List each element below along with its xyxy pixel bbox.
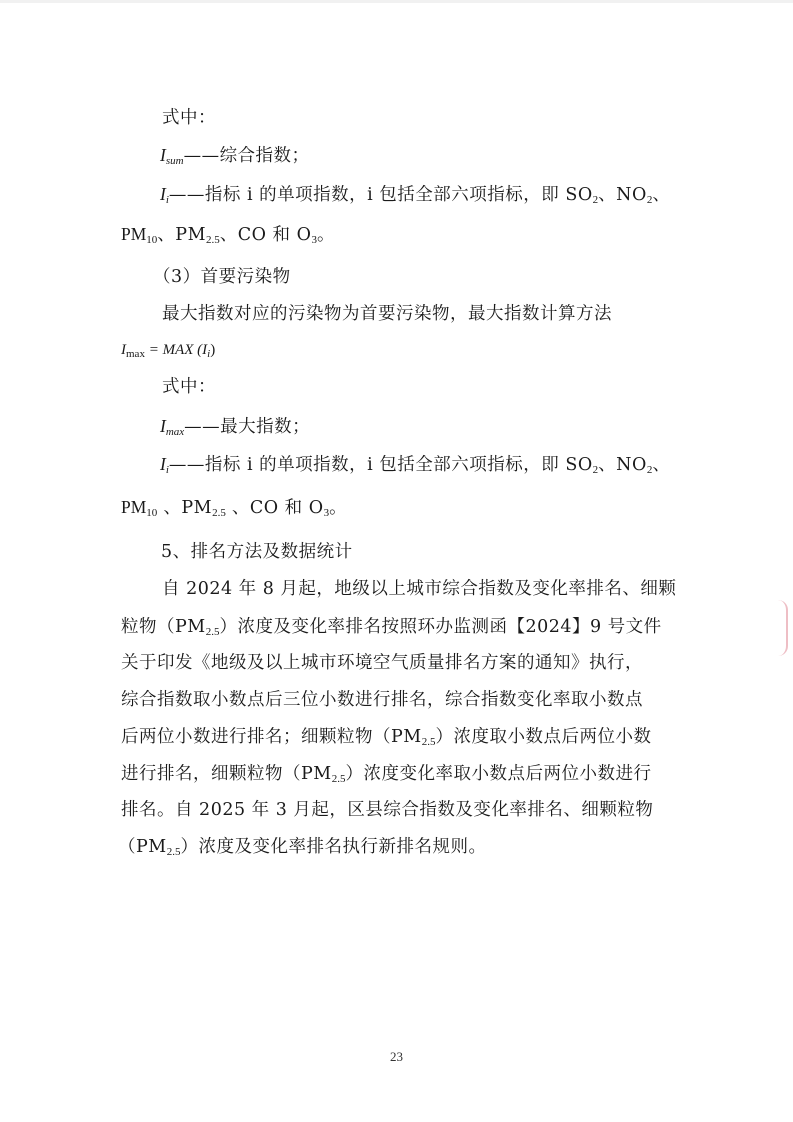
heading-primary-pollutant: （3）首要污染物 xyxy=(153,267,291,287)
ii-definition-2: $I_i——$指标 i 的单项指数，i 包括全部六项指标，即 $SO_2$、$NO_2$、 xyxy=(160,454,671,476)
pollutant-list-1: $PM_{10}$、$PM_{2.5}$、CO 和 $O_3$。 xyxy=(121,224,335,246)
imax-definition: $I_{max}——$最大指数； xyxy=(160,416,311,438)
max-index-formula: $I_{max}$ = MAX $(I_i)$ xyxy=(121,342,216,360)
seal-edge-mark xyxy=(776,600,788,656)
paragraph-line-4: 综合指数取小数点后三位小数进行排名，综合指数变化率取小数点 xyxy=(121,690,643,710)
primary-pollutant-description: 最大指数对应的污染物为首要污染物，最大指数计算方法 xyxy=(162,304,612,324)
paragraph-line-2: 粒物$(PM_{2.5})$浓度及变化率排名按照环办监测函【2024】9 号文件 xyxy=(121,617,662,638)
where-label-1: 式中： xyxy=(162,108,216,128)
paragraph-line-8: $(PM_{2.5})$浓度及变化率排名执行新排名规则。 xyxy=(118,837,487,858)
paragraph-line-1: 自 2024 年 8 月起，地级以上城市综合指数及变化率排名、细颗 xyxy=(162,579,677,599)
paragraph-line-6: 进行排名，细颗粒物$(PM_{2.5})$浓度变化率取小数点后两位小数进行 xyxy=(121,764,652,785)
paragraph-line-5: 后两位小数进行排名；细颗粒物$(PM_{2.5})$浓度取小数点后两位小数 xyxy=(121,727,652,748)
isum-symbol: I xyxy=(160,145,166,165)
page-number: 23 xyxy=(390,1049,403,1064)
paragraph-line-3: 关于印发《地级及以上城市环境空气质量排名方案的通知》执行， xyxy=(121,653,643,673)
paragraph-line-7: 排名。自 2025 年 3 月起，区县综合指数及变化率排名、细颗粒物 xyxy=(121,800,654,820)
pollutant-list-2: $PM_{10}$ 、$PM_{2.5}$ 、CO 和 $O_3$。 xyxy=(121,497,348,519)
heading-ranking-method: 5、排名方法及数据统计 xyxy=(161,542,353,562)
where-label-2: 式中： xyxy=(162,377,216,397)
isum-definition: $I_{sum}——$综合指数； xyxy=(160,145,310,167)
ii-definition-1: $I_i——$指标 i 的单项指数，i 包括全部六项指标，即 $SO_2$、$NO_2$、 xyxy=(160,184,671,206)
